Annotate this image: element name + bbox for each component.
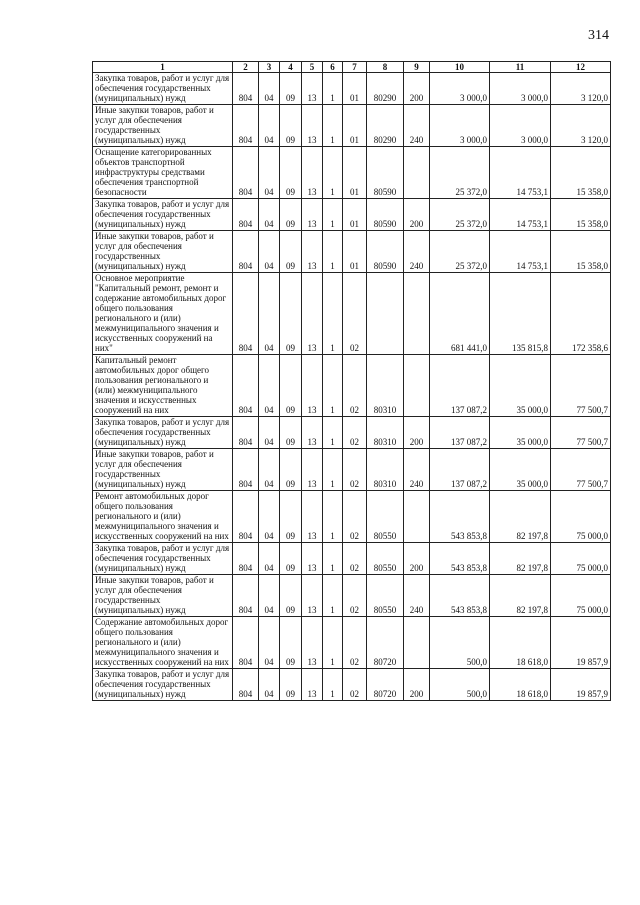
expense-type-code — [404, 147, 430, 199]
event-code: 01 — [343, 105, 367, 147]
event-code: 02 — [343, 449, 367, 491]
event-code: 02 — [343, 491, 367, 543]
amount-year-3: 172 358,6 — [551, 273, 611, 355]
program-code: 13 — [302, 575, 323, 617]
item-name: Содержание автомобильных дорог общего пользования регионального и (или) межмуниципального значения и искусственных сооружений на них — [93, 617, 233, 669]
amount-year-1: 500,0 — [430, 669, 490, 701]
col-header: 1 — [93, 62, 233, 73]
program-code: 13 — [302, 669, 323, 701]
amount-year-1: 137 087,2 — [430, 417, 490, 449]
event-code: 02 — [343, 355, 367, 417]
col-header: 3 — [259, 62, 280, 73]
subprogram-code: 1 — [323, 575, 343, 617]
event-code: 02 — [343, 669, 367, 701]
col-header: 7 — [343, 62, 367, 73]
table-row — [93, 669, 611, 701]
subprogram-code: 1 — [323, 105, 343, 147]
ministry-code: 804 — [233, 105, 259, 147]
program-code: 13 — [302, 417, 323, 449]
table-row — [93, 417, 611, 449]
subsection-code: 09 — [280, 669, 302, 701]
direction-code: 80590 — [367, 199, 404, 231]
col-header: 2 — [233, 62, 259, 73]
program-code: 13 — [302, 73, 323, 105]
section-code: 04 — [259, 543, 280, 575]
direction-code — [367, 273, 404, 355]
section-code: 04 — [259, 273, 280, 355]
amount-year-3: 15 358,0 — [551, 147, 611, 199]
event-code: 02 — [343, 273, 367, 355]
subsection-code: 09 — [280, 273, 302, 355]
event-code: 02 — [343, 575, 367, 617]
amount-year-3: 75 000,0 — [551, 491, 611, 543]
subsection-code: 09 — [280, 73, 302, 105]
expense-type-code — [404, 617, 430, 669]
amount-year-2: 18 618,0 — [490, 617, 551, 669]
col-header: 9 — [404, 62, 430, 73]
ministry-code: 804 — [233, 417, 259, 449]
subsection-code: 09 — [280, 617, 302, 669]
amount-year-2: 82 197,8 — [490, 491, 551, 543]
col-header: 4 — [280, 62, 302, 73]
header-row — [93, 62, 611, 73]
subprogram-code: 1 — [323, 543, 343, 575]
table-row — [93, 543, 611, 575]
subsection-code: 09 — [280, 575, 302, 617]
program-code: 13 — [302, 105, 323, 147]
table-row — [93, 355, 611, 417]
table-row — [93, 147, 611, 199]
event-code: 01 — [343, 199, 367, 231]
amount-year-1: 500,0 — [430, 617, 490, 669]
amount-year-3: 75 000,0 — [551, 575, 611, 617]
subprogram-code: 1 — [323, 449, 343, 491]
table-row — [93, 105, 611, 147]
program-code: 13 — [302, 355, 323, 417]
ministry-code: 804 — [233, 73, 259, 105]
table-row — [93, 273, 611, 355]
program-code: 13 — [302, 199, 323, 231]
amount-year-1: 681 441,0 — [430, 273, 490, 355]
amount-year-1: 543 853,8 — [430, 575, 490, 617]
direction-code: 80290 — [367, 105, 404, 147]
budget-table — [92, 61, 611, 701]
ministry-code: 804 — [233, 575, 259, 617]
program-code: 13 — [302, 273, 323, 355]
ministry-code: 804 — [233, 273, 259, 355]
col-header: 11 — [490, 62, 551, 73]
subprogram-code: 1 — [323, 231, 343, 273]
item-name: Оснащение категорированных объектов транспортной инфраструктуры средствами обеспечения транспортной безопасности — [93, 147, 233, 199]
ministry-code: 804 — [233, 355, 259, 417]
subprogram-code: 1 — [323, 199, 343, 231]
item-name: Капитальный ремонт автомобильных дорог общего пользования регионального и (или) межмуниципального значения и искусственных сооружений на них — [93, 355, 233, 417]
ministry-code: 804 — [233, 669, 259, 701]
direction-code: 80550 — [367, 543, 404, 575]
section-code: 04 — [259, 231, 280, 273]
section-code: 04 — [259, 491, 280, 543]
amount-year-3: 77 500,7 — [551, 449, 611, 491]
item-name: Закупка товаров, работ и услуг для обеспечения государственных (муниципальных) нужд — [93, 543, 233, 575]
section-code: 04 — [259, 575, 280, 617]
amount-year-2: 35 000,0 — [490, 355, 551, 417]
direction-code: 80550 — [367, 575, 404, 617]
table-row — [93, 231, 611, 273]
direction-code: 80720 — [367, 669, 404, 701]
expense-type-code: 240 — [404, 105, 430, 147]
table-row — [93, 449, 611, 491]
amount-year-2: 3 000,0 — [490, 105, 551, 147]
subsection-code: 09 — [280, 147, 302, 199]
amount-year-2: 35 000,0 — [490, 417, 551, 449]
section-code: 04 — [259, 73, 280, 105]
amount-year-3: 75 000,0 — [551, 543, 611, 575]
amount-year-3: 77 500,7 — [551, 355, 611, 417]
event-code: 02 — [343, 417, 367, 449]
program-code: 13 — [302, 147, 323, 199]
amount-year-3: 19 857,9 — [551, 669, 611, 701]
subprogram-code: 1 — [323, 491, 343, 543]
amount-year-1: 137 087,2 — [430, 449, 490, 491]
amount-year-1: 3 000,0 — [430, 73, 490, 105]
col-header: 12 — [551, 62, 611, 73]
col-header: 5 — [302, 62, 323, 73]
subsection-code: 09 — [280, 491, 302, 543]
expense-type-code: 200 — [404, 669, 430, 701]
table-row — [93, 575, 611, 617]
ministry-code: 804 — [233, 491, 259, 543]
amount-year-2: 14 753,1 — [490, 199, 551, 231]
subprogram-code: 1 — [323, 417, 343, 449]
ministry-code: 804 — [233, 231, 259, 273]
direction-code: 80720 — [367, 617, 404, 669]
amount-year-2: 135 815,8 — [490, 273, 551, 355]
table-row — [93, 617, 611, 669]
subsection-code: 09 — [280, 543, 302, 575]
amount-year-3: 15 358,0 — [551, 199, 611, 231]
expense-type-code: 200 — [404, 73, 430, 105]
amount-year-3: 3 120,0 — [551, 73, 611, 105]
expense-type-code: 200 — [404, 417, 430, 449]
section-code: 04 — [259, 449, 280, 491]
amount-year-3: 15 358,0 — [551, 231, 611, 273]
direction-code: 80590 — [367, 147, 404, 199]
program-code: 13 — [302, 449, 323, 491]
direction-code: 80310 — [367, 355, 404, 417]
program-code: 13 — [302, 543, 323, 575]
ministry-code: 804 — [233, 147, 259, 199]
subprogram-code: 1 — [323, 273, 343, 355]
direction-code: 80550 — [367, 491, 404, 543]
amount-year-3: 19 857,9 — [551, 617, 611, 669]
amount-year-3: 77 500,7 — [551, 417, 611, 449]
amount-year-2: 35 000,0 — [490, 449, 551, 491]
table-row — [93, 199, 611, 231]
subprogram-code: 1 — [323, 147, 343, 199]
ministry-code: 804 — [233, 199, 259, 231]
amount-year-3: 3 120,0 — [551, 105, 611, 147]
amount-year-1: 137 087,2 — [430, 355, 490, 417]
direction-code: 80590 — [367, 231, 404, 273]
expense-type-code — [404, 491, 430, 543]
expense-type-code: 240 — [404, 449, 430, 491]
amount-year-2: 82 197,8 — [490, 575, 551, 617]
table-row — [93, 73, 611, 105]
subsection-code: 09 — [280, 417, 302, 449]
col-header: 6 — [323, 62, 343, 73]
amount-year-1: 25 372,0 — [430, 199, 490, 231]
expense-type-code — [404, 273, 430, 355]
amount-year-1: 543 853,8 — [430, 543, 490, 575]
subsection-code: 09 — [280, 231, 302, 273]
subsection-code: 09 — [280, 105, 302, 147]
section-code: 04 — [259, 669, 280, 701]
ministry-code: 804 — [233, 543, 259, 575]
event-code: 02 — [343, 543, 367, 575]
expense-type-code — [404, 355, 430, 417]
amount-year-1: 25 372,0 — [430, 231, 490, 273]
subsection-code: 09 — [280, 449, 302, 491]
section-code: 04 — [259, 417, 280, 449]
subsection-code: 09 — [280, 199, 302, 231]
item-name: Основное мероприятие "Капитальный ремонт, ремонт и содержание автомобильных дорог общего пользования регионального и (или) межмуниципального значения и искусственных сооружений на них" — [93, 273, 233, 355]
amount-year-1: 543 853,8 — [430, 491, 490, 543]
event-code: 02 — [343, 617, 367, 669]
direction-code: 80310 — [367, 417, 404, 449]
section-code: 04 — [259, 147, 280, 199]
item-name: Закупка товаров, работ и услуг для обеспечения государственных (муниципальных) нужд — [93, 199, 233, 231]
ministry-code: 804 — [233, 617, 259, 669]
ministry-code: 804 — [233, 449, 259, 491]
item-name: Закупка товаров, работ и услуг для обеспечения государственных (муниципальных) нужд — [93, 669, 233, 701]
expense-type-code: 240 — [404, 575, 430, 617]
section-code: 04 — [259, 355, 280, 417]
item-name: Иные закупки товаров, работ и услуг для обеспечения государственных (муниципальных) нужд — [93, 105, 233, 147]
event-code: 01 — [343, 147, 367, 199]
program-code: 13 — [302, 231, 323, 273]
amount-year-2: 14 753,1 — [490, 147, 551, 199]
section-code: 04 — [259, 199, 280, 231]
direction-code: 80290 — [367, 73, 404, 105]
direction-code: 80310 — [367, 449, 404, 491]
amount-year-2: 82 197,8 — [490, 543, 551, 575]
event-code: 01 — [343, 231, 367, 273]
subprogram-code: 1 — [323, 73, 343, 105]
amount-year-1: 25 372,0 — [430, 147, 490, 199]
item-name: Иные закупки товаров, работ и услуг для обеспечения государственных (муниципальных) нужд — [93, 449, 233, 491]
item-name: Закупка товаров, работ и услуг для обеспечения государственных (муниципальных) нужд — [93, 73, 233, 105]
section-code: 04 — [259, 617, 280, 669]
table-row — [93, 491, 611, 543]
amount-year-1: 3 000,0 — [430, 105, 490, 147]
program-code: 13 — [302, 491, 323, 543]
section-code: 04 — [259, 105, 280, 147]
expense-type-code: 240 — [404, 231, 430, 273]
page-number: 314 — [588, 28, 609, 43]
subprogram-code: 1 — [323, 669, 343, 701]
subprogram-code: 1 — [323, 355, 343, 417]
amount-year-2: 3 000,0 — [490, 73, 551, 105]
event-code: 01 — [343, 73, 367, 105]
col-header: 8 — [367, 62, 404, 73]
amount-year-2: 18 618,0 — [490, 669, 551, 701]
expense-type-code: 200 — [404, 199, 430, 231]
item-name: Иные закупки товаров, работ и услуг для обеспечения государственных (муниципальных) нужд — [93, 575, 233, 617]
item-name: Иные закупки товаров, работ и услуг для обеспечения государственных (муниципальных) нужд — [93, 231, 233, 273]
expense-type-code: 200 — [404, 543, 430, 575]
subsection-code: 09 — [280, 355, 302, 417]
subprogram-code: 1 — [323, 617, 343, 669]
item-name: Ремонт автомобильных дорог общего пользования регионального и (или) межмуниципального значения и искусственных сооружений на них — [93, 491, 233, 543]
col-header: 10 — [430, 62, 490, 73]
program-code: 13 — [302, 617, 323, 669]
item-name: Закупка товаров, работ и услуг для обеспечения государственных (муниципальных) нужд — [93, 417, 233, 449]
amount-year-2: 14 753,1 — [490, 231, 551, 273]
